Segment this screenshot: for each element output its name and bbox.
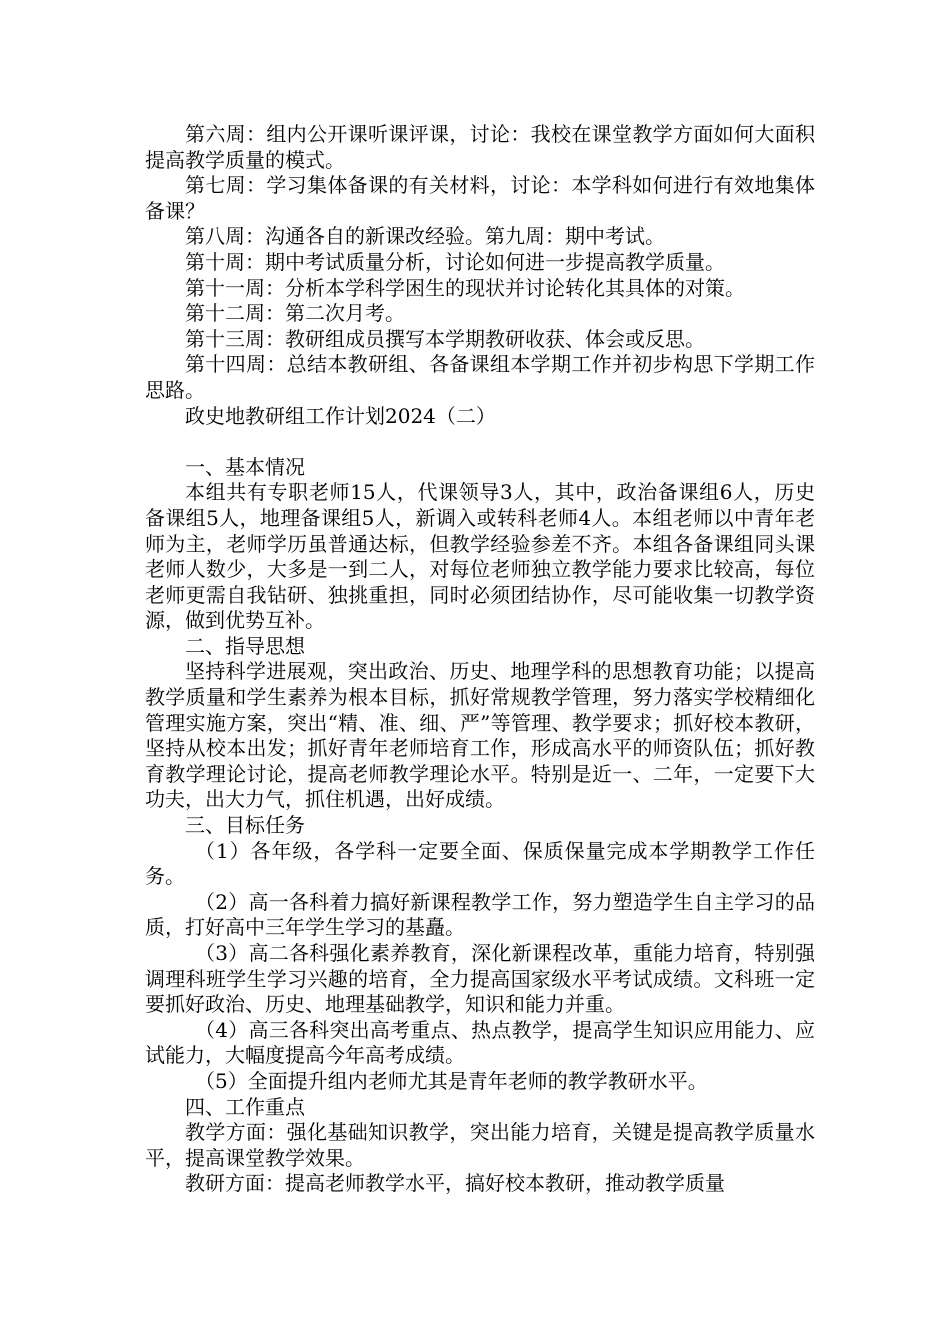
paragraph-week-7: 第七周：学习集体备课的有关材料，讨论：本学科如何进行有效地集体备课？ — [145, 173, 815, 223]
paragraph-week-8-9: 第八周：沟通各自的新课改经验。第九周：期中考试。 — [185, 224, 665, 249]
paragraph-week-6: 第六周：组内公开课听课评课，讨论：我校在课堂教学方面如何大面积提高教学质量的模式。 — [145, 122, 815, 172]
document-page — [145, 122, 815, 1197]
list-item-goal-2: （2）高一各科着力搞好新课程教学工作，努力塑造学生自主学习的品质，打好高中三年学生学习的基矗。 — [145, 889, 815, 940]
paragraph-week-10: 第十周：期中考试质量分析，讨论如何进一步提高教学质量。 — [185, 249, 725, 274]
section-heading-basic-info: 一、基本情况 — [185, 454, 305, 479]
list-item-goal-4: （4）高三各科突出高考重点、热点教学，提高学生知识应用能力、应试能力，大幅度提高今年高考成绩。 — [145, 1017, 815, 1068]
paragraph-research: 教研方面：提高老师教学水平，搞好校本教研，推动教学质量 — [185, 1171, 725, 1196]
list-item-goal-5: （5）全面提升组内老师尤其是青年老师的教学教研水平。 — [195, 1068, 708, 1093]
section-heading-work-focus: 四、工作重点 — [185, 1094, 305, 1119]
document-subtitle: 政史地教研组工作计划2024（二） — [185, 403, 496, 428]
blank-line — [145, 429, 815, 455]
paragraph-week-13: 第十三周：教研组成员撰写本学期教研收获、体会或反思。 — [185, 326, 705, 351]
section-heading-guiding-thought: 二、指导思想 — [185, 633, 305, 658]
section-heading-goals: 三、目标任务 — [185, 813, 305, 838]
paragraph-guiding-thought: 坚持科学进展观，突出政治、历史、地理学科的思想教育功能；以提高教学质量和学生素养为根本目标，抓好常规教学管理，努力落实学校精细化管理实施方案，突出“精、准、细、严”等管理、教学要求；抓好校本教研，坚持从校本出发；抓好青年老师培育工作，形成高水平的师资队伍；抓好教育教学理论讨论，提高老师教学理论水平。特别是近一、二年，一定要下大功夫，出大力气，抓住机遇，出好成绩。 — [145, 659, 815, 812]
list-item-goal-1: （1）各年级，各学科一定要全面、保质保量完成本学期教学工作任务。 — [145, 838, 815, 889]
list-item-goal-3: （3）高二各科强化素养教育，深化新课程改革，重能力培育，特别强调理科班学生学习兴趣的培育，全力提高国家级水平考试成绩。文科班一定要抓好政治、历史、地理基础教学，知识和能力并重。 — [145, 941, 815, 1017]
paragraph-week-11: 第十一周：分析本学科学困生的现状并讨论转化其具体的对策。 — [185, 275, 745, 300]
paragraph-week-14: 第十四周：总结本教研组、各备课组本学期工作并初步构思下学期工作思路。 — [145, 352, 815, 402]
paragraph-week-12: 第十二周：第二次月考。 — [185, 301, 405, 326]
paragraph-basic-info: 本组共有专职老师15人，代课领导3人，其中，政治备课组6人，历史备课组5人，地理备课组5人，新调入或转科老师4人。本组老师以中青年老师为主，老师学历虽普通达标，但教学经验参差不齐。本组各备课组同头课老师人数少，大多是一到二人，对每位老师独立教学能力要求比较高，每位老师更需自我钻研、独挑重担，同时必须团结协作，尽可能收集一切教学资源，做到优势互补。 — [145, 480, 815, 633]
paragraph-teaching: 教学方面：强化基础知识教学，突出能力培育，关键是提高教学质量水平，提高课堂教学效果。 — [145, 1120, 815, 1170]
